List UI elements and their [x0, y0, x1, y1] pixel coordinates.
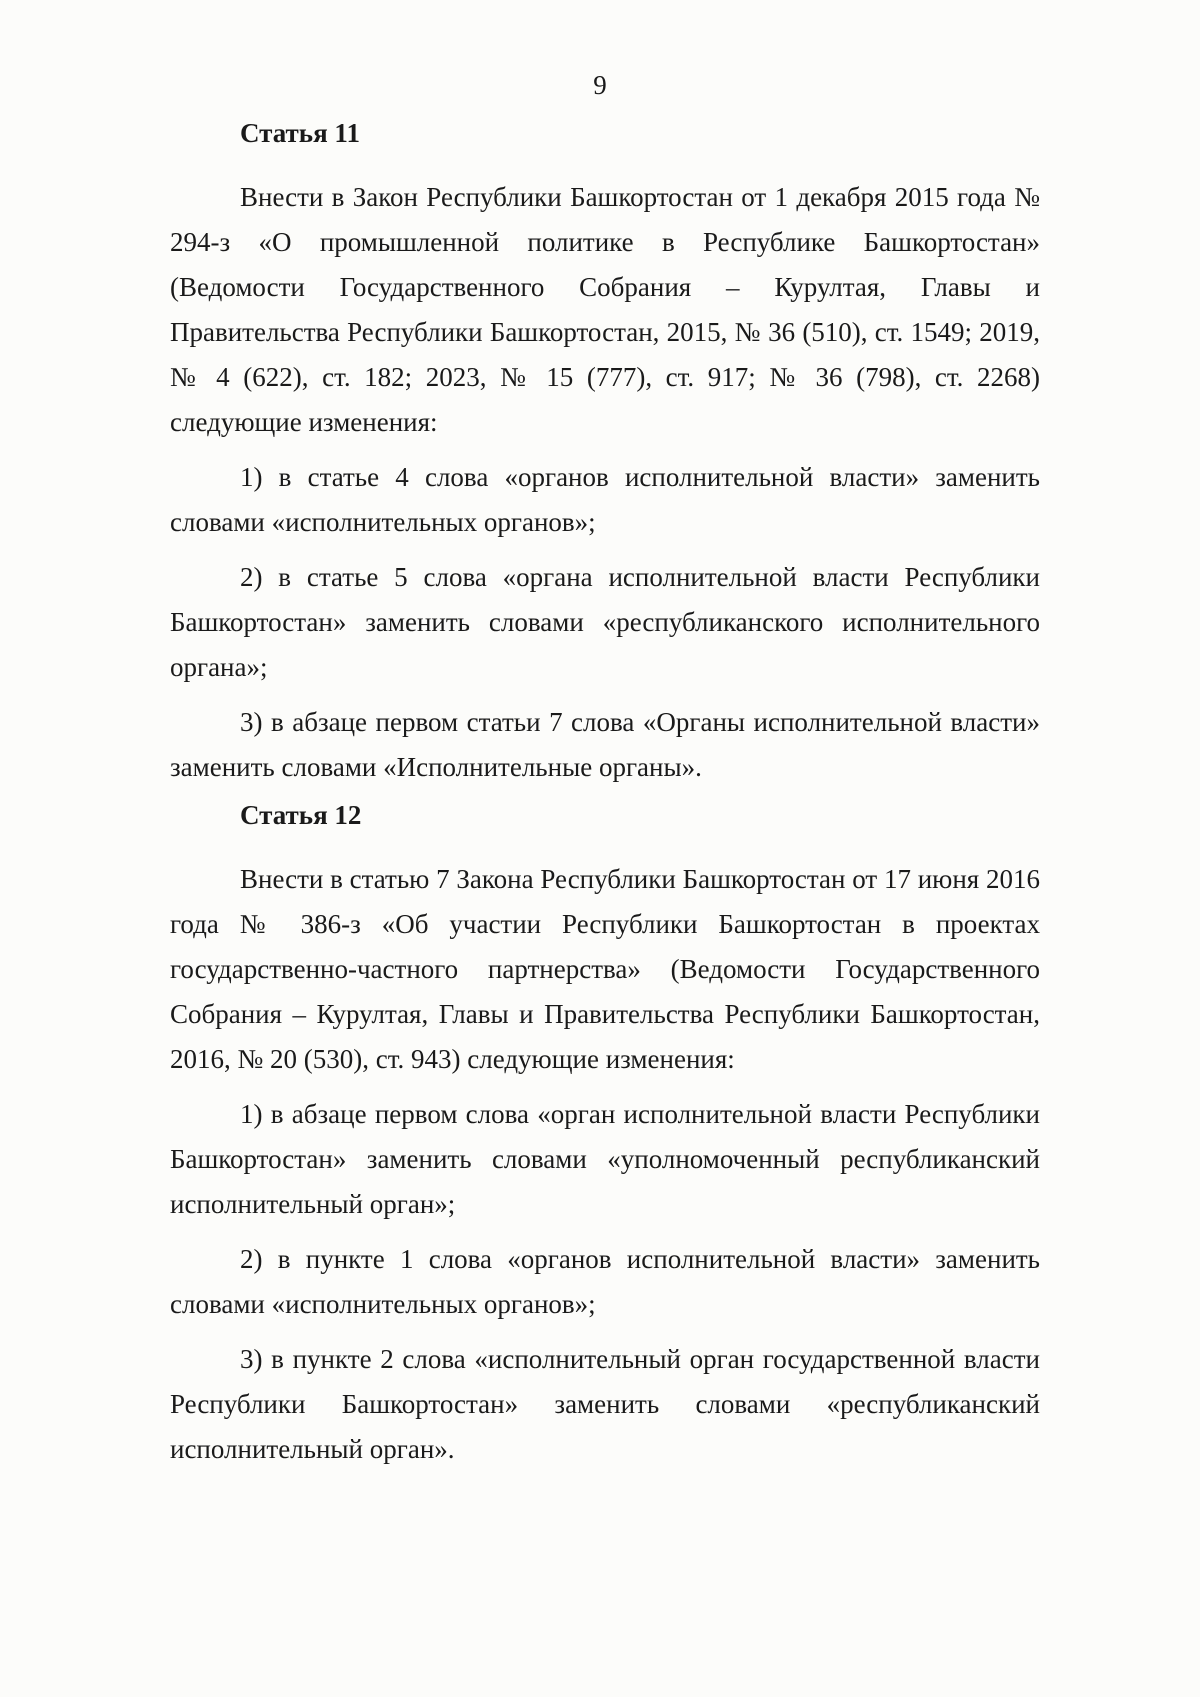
amendment-item-1: 1) в статье 4 слова «органов исполнительной власти» заменить словами «исполнительных органов»;	[170, 462, 1040, 537]
amendment-item-1: 1) в абзаце первом слова «орган исполнительной власти Республики Башкортостан» заменить словами «уполномоченный республиканский исполнительный орган»;	[170, 1099, 1040, 1219]
article-title: Статья 12	[240, 800, 362, 830]
amendment-item-3: 3) в пункте 2 слова «исполнительный орган государственной власти Республики Башкортостан» заменить словами «республиканский исполнительный орган».	[170, 1344, 1040, 1464]
amendment-item-2: 2) в статье 5 слова «органа исполнительной власти Республики Башкортостан» заменить словами «республиканского исполнительного органа»;	[170, 562, 1040, 682]
article-11	[170, 118, 1040, 800]
article-intro-paragraph: Внести в статью 7 Закона Республики Башкортостан от 17 июня 2016 года № 386-з «Об участии Республики Башкортостан в проектах государственно-частного партнерства» (Ведомости Государственного Собрания – Курултая, Главы и Правительства Республики Башкортостан, 2016, № 20 (530), ст. 943) следующие изменения:	[170, 864, 1040, 1074]
article-intro-paragraph: Внести в Закон Республики Башкортостан от 1 декабря 2015 года № 294-з «О промышленной политике в Республике Башкортостан» (Ведомости Государственного Собрания – Курултая, Главы и Правительства Республики Башкортостан, 2015, № 36 (510), ст. 1549; 2019, № 4 (622), ст. 182; 2023, № 15 (777), ст. 917; № 36 (798), ст. 2268) следующие изменения:	[170, 182, 1040, 437]
article-title: Статья 11	[240, 118, 360, 148]
amendment-item-2: 2) в пункте 1 слова «органов исполнительной власти» заменить словами «исполнительных органов»;	[170, 1244, 1040, 1319]
amendment-item-3: 3) в абзаце первом статьи 7 слова «Органы исполнительной власти» заменить словами «Исполнительные органы».	[170, 707, 1040, 782]
page-number: 9	[593, 70, 607, 100]
article-12	[170, 800, 1040, 1482]
